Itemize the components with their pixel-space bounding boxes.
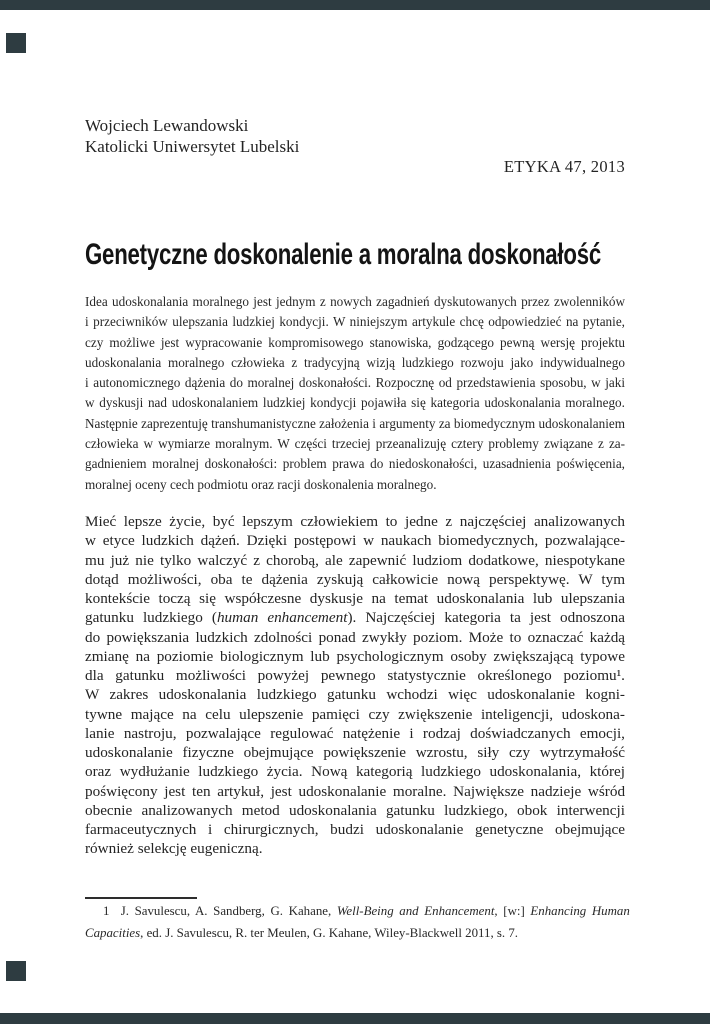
scan-mark-bottom-left — [6, 961, 26, 981]
scan-edge-bottom — [0, 1013, 710, 1024]
text-line: Mieć lepsze życie, być lepszym człowiekiem to jedne z najczęściej analizowanych — [85, 513, 626, 530]
text-line: Capacities, ed. J. Savulescu, R. ter Meulen, G. Kahane, Wiley-Blackwell 2011, s. 7. — [85, 925, 519, 940]
text-line: W zakres udoskonalania ludzkiego gatunku wchodzi więc udoskonalanie kogni- — [85, 686, 625, 704]
text-line: Następnie zaprezentuję transhumanistyczne założenia i argumenty za biomedycznym udoskonalaniem — [85, 415, 625, 431]
article-title-text: Genetyczne doskonalenie a moralna doskonałość — [85, 238, 602, 271]
text-line: w etyce ludzkich dążeń. Dzięki postępowi w naukach biomedycznych, pozwalające- — [85, 532, 626, 550]
text-line: gadnieniem moralnej doskonałości: problem prawa do niedoskonałości, uzasadnienia poświęcenia, — [85, 456, 625, 472]
author-block — [85, 116, 625, 157]
body-text — [85, 512, 625, 859]
text-line: lanie nastroju, pozwalające regulować natężenie i rodzaj doświadczanych emocji, — [85, 724, 625, 742]
text-line: poświęcony jest ten artykuł, jest udoskonalanie moralne. Największe nadzieje wśród — [85, 782, 626, 800]
text-line: również selekcję eugeniczną. — [85, 840, 263, 858]
text-line: Idea udoskonalania moralnego jest jednym z nowych zagadnień dyskutowanych przez zwolenników — [85, 294, 626, 309]
journal-issue: ETYKA 47, 2013 — [503, 157, 625, 176]
text-line: zmianę na poziomie biologicznym lub psychologicznym osoby zwiększającą typowe — [85, 647, 625, 665]
text-line: dla gatunku możliwości powyżej pewnego statystycznie określonego poziomu¹. — [85, 667, 625, 684]
text-line: w dyskusji nad udoskonalaniem ludzkiej kondycji pojawiła się kategoria udoskonalania moralnego. — [85, 395, 625, 411]
text-line: do powiększania ludzkich zdolności ponad zwykły poziom. Może to oznaczać każdą — [85, 628, 626, 646]
text-line: człowieka w wymiarze moralnym. W części trzeciej przeanalizuję cztery problemy związane z za- — [85, 436, 626, 452]
scan-edge-top — [0, 0, 710, 10]
text-line: farmaceutycznych i chirurgicznych, budzi udoskonalanie genetyczne obejmujące — [85, 821, 626, 838]
article-title — [85, 236, 625, 273]
text-line: udoskonalanie fizyczne obejmujące powiększenie wzrostu, siły czy wytrzymałość — [85, 744, 625, 761]
text-line: dotąd możliwości, oba te dążenia zyskują całkowicie nową perspektywę. W tym — [85, 570, 626, 588]
text-line: udoskonalania moralnego człowieka z tradycyjną wizją ludzkiego rozwoju jako indywidualnego — [85, 354, 625, 370]
text-line: moralnej oceny cech podmiotu oraz racji doskonalenia moralnego. — [85, 476, 437, 492]
author-name: Wojciech Lewandowski — [85, 116, 249, 135]
text-line: tywne mające na celu ulepszenie pamięci czy zwiększenie inteligencji, udoskona- — [85, 705, 625, 723]
footnote-rule — [85, 897, 197, 899]
text-line: 1 J. Savulescu, A. Sandberg, G. Kahane, Well-Being and Enhancement, [w:] Enhancing Human — [103, 904, 630, 918]
text-line: i autonomicznego dążenia do moralnej doskonałości. Rozpocznę od przedstawienia sposobu, w jaki — [85, 375, 626, 391]
abstract — [85, 292, 625, 495]
text-line: oraz wydłużanie ludzkiego życia. Nową kategorią ludzkiego udoskonalania, której — [85, 763, 626, 781]
text-line: czy możliwe jest wypracowanie kompromisowego stanowiska, godzącego pewną wersję projektu — [85, 334, 625, 350]
text-line: i przeciwników ulepszania ludzkiej kondycji. W niniejszym artykule chcę odpowiedzieć na pytanie, — [85, 314, 625, 330]
scan-mark-top-left — [6, 33, 26, 53]
text-line: mu już nie tylko walczyć z chorobą, ale zapewnić ludziom dodatkowe, niespotykane — [85, 551, 626, 569]
author-affiliation: Katolicki Uniwersytet Lubelski — [85, 136, 300, 156]
footnote — [85, 901, 630, 944]
text-line: kontekście toczą się współczesne dyskusje na temat udoskonalania lub ulepszania — [85, 590, 625, 607]
text-line: gatunku ludzkiego (human enhancement). Najczęściej kategoria ta jest odnoszona — [85, 609, 625, 627]
text-line: obecnie analizowanych metod udoskonalania gatunku ludzkiego, obok interwencji — [85, 801, 625, 819]
